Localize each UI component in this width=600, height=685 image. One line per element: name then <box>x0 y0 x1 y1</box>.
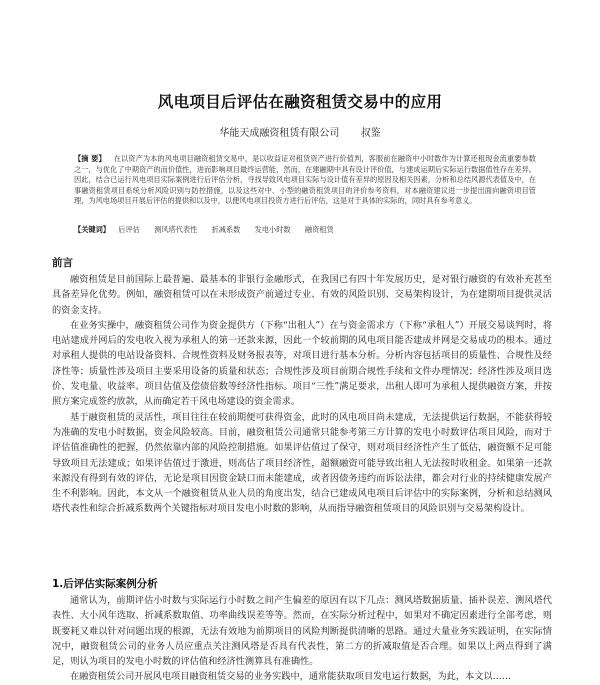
keyword: 后评估 <box>118 225 140 234</box>
paper-title: 风电项目后评估在融资租赁交易中的应用 <box>157 93 443 111</box>
keyword: 融资租赁 <box>304 225 334 234</box>
author-name: 叔鉴 <box>360 128 381 139</box>
section-heading-preface: 前言 <box>52 257 73 269</box>
keywords-label: 【关键词】 <box>74 225 110 234</box>
abstract <box>74 154 536 207</box>
byline <box>0 124 600 139</box>
paragraph: 在融资租赁公司开展风电项目融资租赁交易的业务实践中，通常能获取项目发电运行数据，为此，本文以…… <box>70 671 511 683</box>
keyword: 发电小时数 <box>254 225 291 234</box>
section-heading-case: 1.后评估实际案例分析 <box>52 578 158 590</box>
keyword: 折减系数 <box>211 225 241 234</box>
abstract-label: 【摘 要】 <box>74 154 106 163</box>
organization: 华能天成融资租赁有限公司 <box>219 128 340 139</box>
keywords <box>74 225 536 235</box>
paragraph: 通常认为，前期评估小时数与实际运行小时数之间产生偏差的原因有以下几点：测风塔数据质量、插补误差、测风塔代表性、大小风年选取、折减系数取值、功率曲线误差等等。然而，在实际分析过程中，如果对不确定因素进行全部考虑，则既要耗又难以针对问题出现的根源，无法有效地为前期项目的风险判断提供清晰的思路。通过大量业务实践证明，在实际情况中，融资租赁公司的业务人员应重点关注测风塔是否具有代表性，第二方的折减取值是否合理。如果以上两点得到了满足，则认为项目的发电小时数的评估值和经济性测算具有准确性。 <box>52 595 552 668</box>
keyword: 测风塔代表性 <box>154 225 198 234</box>
abstract-text: 在以资产为本的风电项目融资租赁交易中，是以收益证对租赁资产进行价值判，客服前在融资中小时数作为计算还租现金流重要参数之一，与优化了中期资产的而价值性，进而影响项目最终运营能，然而，在建融期中具有设计评价值，与建成运期后实际运行数据值性存在差异。因此，结合已运行风电项目实际案例进行后评估分析，寻找导致风电项目实际与设计值有差异的原因及相关因素，分析和总结风源代表值及中，在事融资租赁项目系统分析风险识别与防控措施，以及这些对中、小型的融资租赁项目的评价参考资料，对本融资建议进一步提出面向融资项目管理，为风电场项目开展后评估的提供和以及中，以便风电项目投资方进行后评估，这是对于具体的实际的，同时具有参考意义。 <box>74 154 536 205</box>
case-body <box>52 593 552 685</box>
paragraph: 在业务实操中，融资租赁公司作为资金提供方（下称“出租人”）在与资金需求方（下称“承租人”）开展交易谈判时，将电站建成并网后的发电收入视为承租人的第一还款来源，因此一个较前期的风电项目能否建成并网是交易成功的根本。通过对承租人提供的电站设备资料、合规性资料及财务报表等，对项目进行基本分析。分析内容包括项目的质量性、合规性及经济性等；质量性涉及项目主要采用设备的质量和状态；合规性涉及项目前期合规性手续和文件办理情况；经济性涉及项目选价、发电量、收益率、项目估值及偿债倍数等经济性指标。项目“三性”满足要求，出租人即可为承租人提供融资方案，并按照方案完成签约放款，从而确定若干风电场建设的资金需求。 <box>52 319 552 408</box>
paragraph: 基于融资租赁的灵活性，项目往往在较前期便可获得资金，此时的风电项目尚未建成，无法提供运行数据，不能获得较为准确的发电小时数据，资金风险较高。目前，融资租赁公司通常只能参考第三方计算的发电小时数评估项目风险，而对于评估值准确性的把握，仍然依靠内部的风险控制措施。如果评估值过了保守，则对项目经济性产生了低估，融资额不足可能导致项目无法建成；如果评估值过于激进，则高估了项目经济性，超额融资可能导致出租人无法按时收租金。如果第一还款来源没有得到有效的评估，无论是项目因资金缺口而未能建成，或者因债务违约而诉讼法律，都会对行业的持续健康发展产生不利影响。因此，本文从一个融资租赁从业人员的角度出发，结合已建成风电项目后评估中的实际案例，分析和总结测风塔代表性和综合折减系数两个关键指标对项目发电小时数的影响，从而指导融资租赁项目的风险识别与交易架构设计。 <box>52 411 552 515</box>
preface-body <box>52 272 552 517</box>
paragraph: 融资租赁是目前国际上最普遍、最基本的非银行金融形式，在我国已有四十年发展历史，是对银行融资的有效补充甚至具备差异化优势。例如，融资租赁可以在未形成资产前通过专业、有效的风险识别、交易架构设计，为在建期项目提供灵活的资金支持。 <box>52 274 552 316</box>
